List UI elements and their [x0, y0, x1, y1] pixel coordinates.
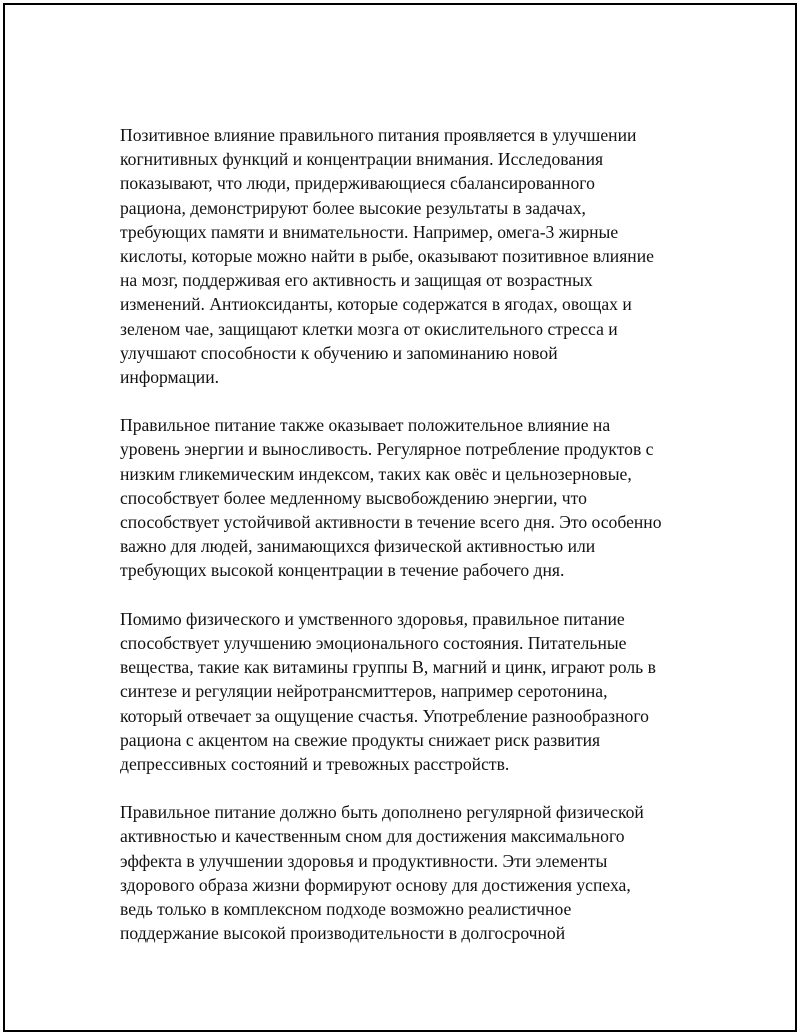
text-line: требующих высокой концентрации в течение рабочего дня.	[120, 560, 565, 581]
text-line: изменений. Антиоксиданты, которые содержатся в ягодах, овощах и	[120, 294, 632, 315]
text-line: информации.	[120, 366, 220, 387]
text-line: зеленом чае, защищают клетки мозга от окислительного стресса и	[120, 318, 618, 339]
text-line: когнитивных функций и концентрации внимания. Исследования	[120, 149, 604, 170]
text-line: Правильное питание должно быть дополнено регулярной физической	[120, 802, 644, 823]
text-line: поддержание высокой производительности в долгосрочной	[120, 923, 566, 944]
text-line: вещества, такие как витамины группы B, магний и цинк, играют роль в	[120, 657, 656, 678]
document-body	[120, 123, 695, 945]
text-line: способствует улучшению эмоционального состояния. Питательные	[120, 632, 627, 653]
text-line: показывают, что люди, придерживающиеся сбалансированного	[120, 173, 595, 194]
text-line: рациона, демонстрируют более высокие результаты в задачах,	[120, 197, 586, 218]
document-page	[3, 3, 797, 1032]
paragraph-3	[120, 607, 695, 776]
text-line: который отвечает за ощущение счастья. Употребление разнообразного	[120, 705, 649, 726]
text-line: депрессивных состояний и тревожных расстройств.	[120, 753, 510, 774]
text-line: низким гликемическим индексом, таких как овёс и цельнозерновые,	[120, 463, 632, 484]
text-line: требующих памяти и внимательности. Например, омега-3 жирные	[120, 221, 619, 242]
text-line: ведь только в комплексном подходе возможно реалистичное	[120, 899, 572, 919]
text-line: синтезе и регуляции нейротрансмиттеров, например серотонина,	[120, 681, 608, 702]
text-line: способствует устойчивой активности в течение всего дня. Это особенно	[120, 512, 662, 532]
text-line: важно для людей, занимающихся физической активностью или	[120, 536, 596, 557]
text-line: Помимо физического и умственного здоровья, правильное питание	[120, 608, 625, 629]
paragraph-2	[120, 413, 695, 582]
text-line: Правильное питание также оказывает положительное влияние на	[120, 415, 611, 436]
paragraph-spacer	[120, 776, 695, 800]
text-line: на мозг, поддерживая его активность и защищая от возрастных	[120, 270, 593, 291]
text-line: рациона с акцентом на свежие продукты снижает риск развития	[120, 729, 601, 750]
paragraph-spacer	[120, 389, 695, 413]
text-line: улучшают способности к обучению и запоминанию новой	[120, 342, 558, 363]
paragraph-1	[120, 123, 695, 389]
text-line: кислоты, которые можно найти в рыбе, оказывают позитивное влияние	[120, 245, 654, 266]
text-line: здорового образа жизни формируют основу для достижения успеха,	[120, 874, 631, 895]
paragraph-4	[120, 800, 695, 945]
text-line: уровень энергии и выносливость. Регулярное потребление продуктов с	[120, 439, 654, 460]
text-line: Позитивное влияние правильного питания проявляется в улучшении	[120, 125, 637, 145]
text-line: эффекта в улучшении здоровья и продуктивности. Эти элементы	[120, 850, 608, 871]
text-line: способствует более медленному высвобождению энергии, что	[120, 487, 587, 508]
text-line: активностью и качественным сном для достижения максимального	[120, 826, 625, 847]
paragraph-spacer	[120, 583, 695, 607]
